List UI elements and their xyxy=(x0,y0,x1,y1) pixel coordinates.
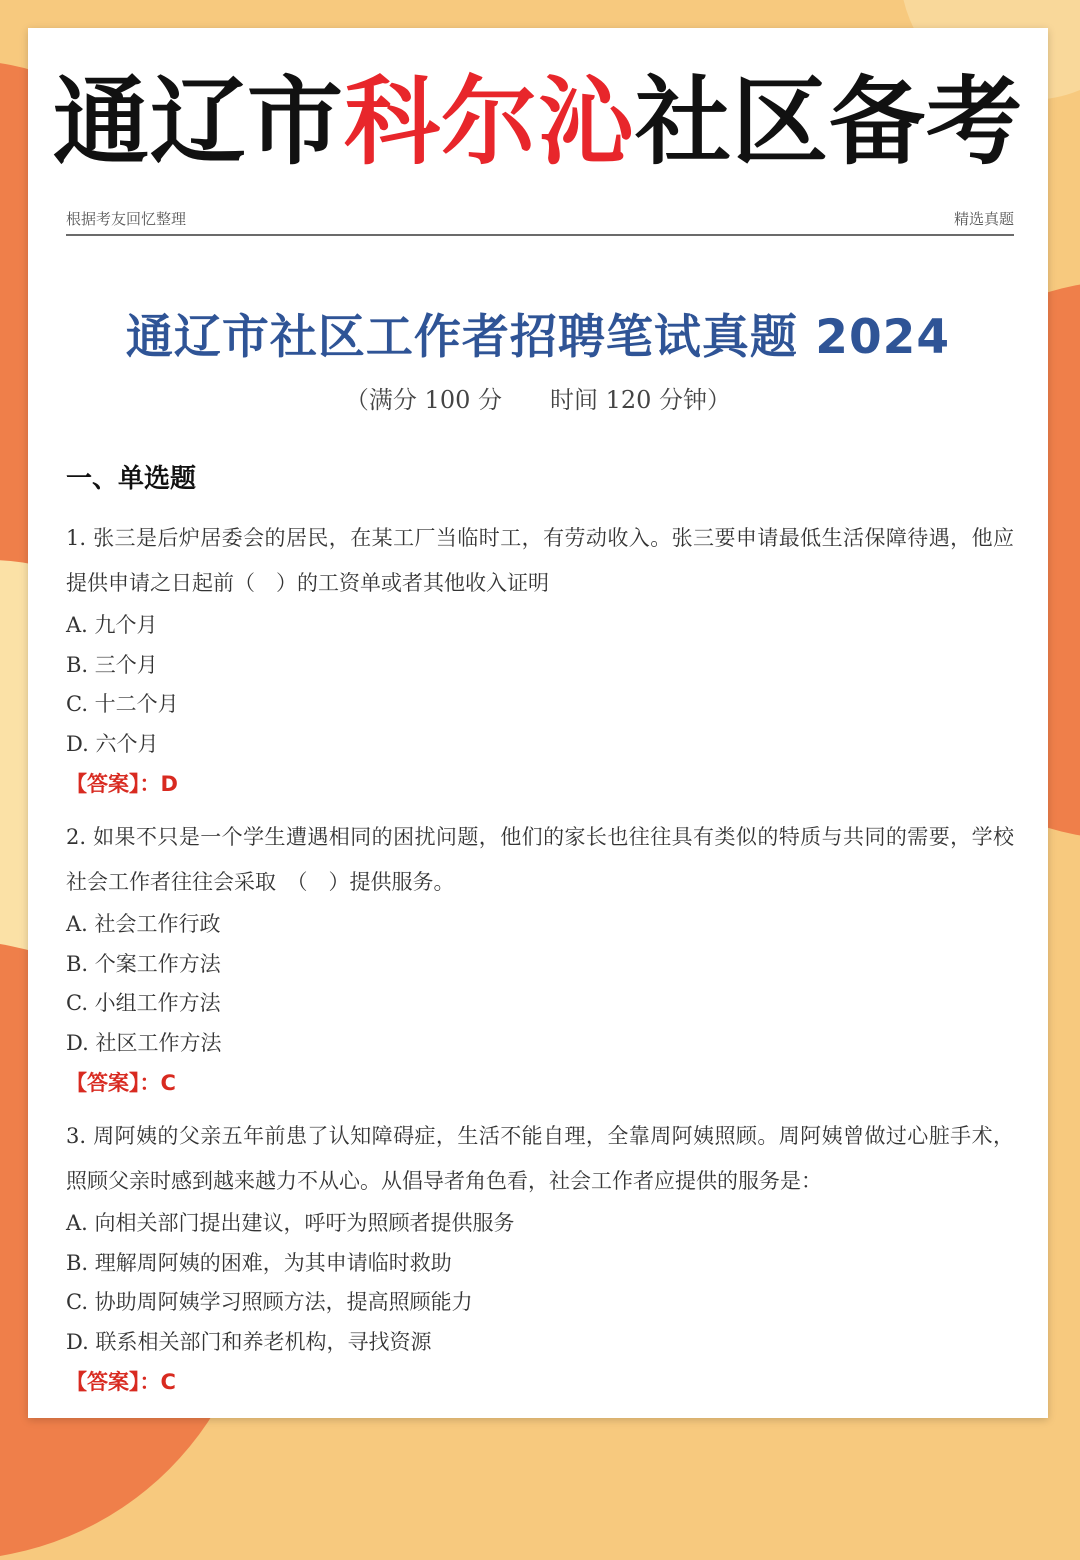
option-c: C. 小组工作方法 xyxy=(66,991,221,1015)
headline-part1: 通辽市 xyxy=(53,66,344,178)
answer-label: 【答案】：C xyxy=(66,1071,176,1095)
option-c: C. 十二个月 xyxy=(66,692,179,716)
answer-label: 【答案】：C xyxy=(66,1370,176,1394)
document-page xyxy=(28,28,1048,1418)
question-3 xyxy=(66,1114,1014,1402)
header-right-note: 精选真题 xyxy=(953,210,1014,228)
option-a: A. 九个月 xyxy=(66,613,158,637)
document-header-row xyxy=(66,204,1014,236)
question-stem: 2. 如果不只是一个学生遭遇相同的困扰问题，他们的家长也往往具有类似的特质与共同的需要，学校社会工作者往往会采取 （ ）提供服务。 xyxy=(66,825,1014,894)
exam-title: 通辽市社区工作者招聘笔试真题 2024 xyxy=(125,310,951,365)
option-b: B. 个案工作方法 xyxy=(66,951,221,976)
option-b: B. 理解周阿姨的困难，为其申请临时救助 xyxy=(66,1250,452,1275)
question-1 xyxy=(66,516,1014,804)
headline-highlight: 科尔沁 xyxy=(344,66,635,178)
option-a: A. 向相关部门提出建议，呼吁为照顾者提供服务 xyxy=(66,1211,515,1235)
question-2 xyxy=(66,815,1014,1103)
question-stem: 1. 张三是后炉居委会的居民，在某工厂当临时工，有劳动收入。张三要申请最低生活保障待遇，他应提供申请之日起前（ ）的工资单或者其他收入证明 xyxy=(66,526,1014,595)
option-d: D. 六个月 xyxy=(66,731,159,756)
headline-part3: 社区备考 xyxy=(635,66,1023,178)
header-left-note: 根据考友回忆整理 xyxy=(66,210,187,228)
option-b: B. 三个月 xyxy=(66,652,158,677)
exam-subtitle: （满分 100 分 时间 120 分钟） xyxy=(344,386,732,414)
option-a: A. 社会工作行政 xyxy=(66,912,221,936)
option-d: D. 社区工作方法 xyxy=(66,1030,222,1055)
cover-headline xyxy=(28,62,1048,182)
option-d: D. 联系相关部门和养老机构，寻找资源 xyxy=(66,1329,432,1354)
section-heading: 一、单选题 xyxy=(66,464,197,494)
option-c: C. 协助周阿姨学习照顾方法，提高照顾能力 xyxy=(66,1290,473,1314)
question-stem: 3. 周阿姨的父亲五年前患了认知障碍症，生活不能自理，全靠周阿姨照顾。周阿姨曾做过心脏手术，照顾父亲时感到越来越力不从心。从倡导者角色看，社会工作者应提供的服务是： xyxy=(66,1124,1014,1193)
answer-label: 【答案】：D xyxy=(66,772,178,796)
